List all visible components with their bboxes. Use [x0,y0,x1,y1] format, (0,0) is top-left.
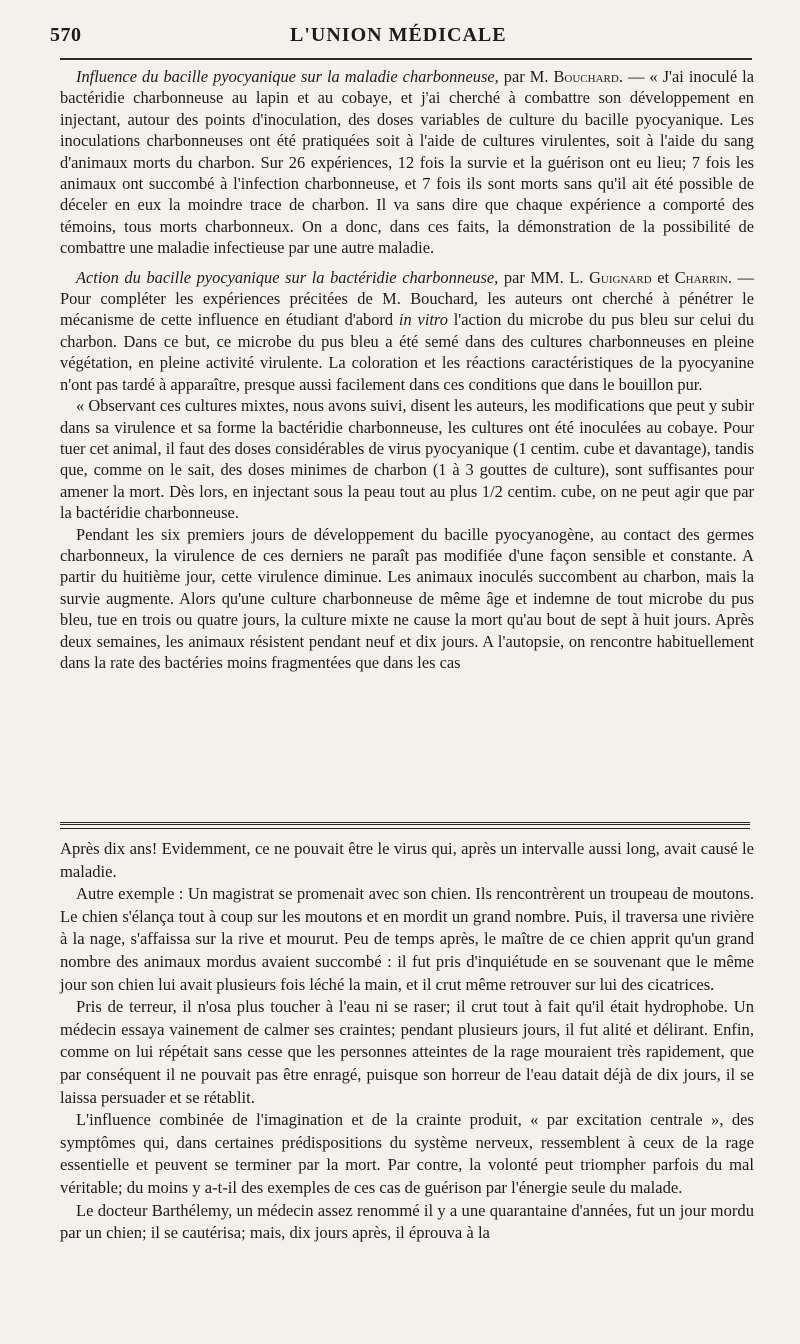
article-bouchard: Influence du bacille pyocyanique sur la maladie charbonneuse, par M. Bouchard. — « J'ai inoculé la bactéridie charbonneuse au lapin et au cobaye, et j'ai cherché à combattre son développement en injectant, autour des points d'inoculation, des doses variables de culture du bacille pyocyanique. Les inoculations charbonneuses ont été pratiquées soit à l'aide de cultures virulentes, soit à l'aide du sang d'animaux morts du charbon. Sur 26 expériences, 12 fois la survie et la guérison ont eu lieu; 7 fois les animaux ont succombé à l'infection charbonneuse, et 7 fois ils sont morts sans qu'il ait été possible de déceler en eux la moindre trace de charbon. Il va sans dire que chaque expérience a comporté des témoins, tous morts charbonneux. On a donc, dans ces faits, la démonstration de la possibilité de combattre une maladie infectieuse par une autre maladie. [60,67,754,258]
paragraph: « Observant ces cultures mixtes, nous avons suivi, disent les auteurs, les modifications que peut y subir dans sa virulence et sa forme la bactéridie charbonneuse, les cultures ont été inoculées au cobaye. Pour tuer cet animal, il faut des doses considérables de virus pyocyanique (1 centim. cube et davantage), tandis que, comme on le sait, des doses minimes de charbon (1 à 3 gouttes de culture), sont suffisantes pour amener la mort. Dès lors, en injectant sous la peau tout au plus 1/2 centim. cube, on ne peut agir que par la bactéridie charbonneuse. [60,396,754,523]
article-title: Influence du bacille pyocyanique sur la maladie charbonneuse, [76,67,499,86]
paragraph: L'influence combinée de l'imagination et de la crainte produit, « par excitation centrale », des symptômes qui, dans certaines prédispositions du système nerveux, ressemblent à ceux de la rage essentielle et peuvent se terminer par la mort. Par contre, la volonté peut triompher parfois du mal véritable; du moins y a-t-il des exemples de ces cas de guérison par l'énergie seule du malade. [60,1110,754,1197]
author-name: Charrin [674,267,728,287]
lower-column [60,838,754,1245]
article-guignard-charrin: Action du bacille pyocyanique sur la bactéridie charbonneuse, par MM. L. Guignard et Charrin. — Pour compléter les expériences précitées de M. Bouchard, les auteurs ont cherché à pénétrer le mécanisme de cette influence en étudiant d'abord in vitro l'action du microbe du pus bleu sur celui du charbon. Dans ce but, ce microbe du pus bleu a été semé dans des cultures charbonneuses en pleine végétation, en pleine activité virulente. La coloration et les réactions caractéristiques de la pyocyanine n'ont pas tardé à apparaître, presque aussi facilement dans ces conditions que dans le bouillon pur. [60,267,754,394]
paragraph: Pris de terreur, il n'osa plus toucher à l'eau ni se raser; il crut tout à fait qu'il était hydrophobe. Un médecin essaya vainement de calmer ses craintes; pendant plusieurs jours, il fut alité et délirant. Enfin, comme on lui répétait sans cesse que les personnes atteintes de la rage mouraient très rapidement, que par conséquent il ne pouvait pas être enragé, puisque son horreur de l'eau datait déjà de dix jours, il se laissa persuader et se rétablit. [60,997,754,1107]
journal-title: L'UNION MÉDICALE [290,24,507,46]
emphasis: in vitro [398,310,448,330]
page-number: 570 [50,24,82,46]
header-rule [60,58,752,60]
upper-column [60,66,754,673]
author-name: Bouchard [553,67,619,86]
section-divider-thin [60,828,750,829]
article-body: l'action du microbe du pus bleu sur celui du charbon. Dans ce but, ce microbe du pus bleu a été semé dans des cultures charbonneuses en pleine végétation, en pleine activité virulente. La coloration et les réactions caractéristiques de la pyocyanine n'ont pas tardé à apparaître, presque aussi facilement dans ces conditions que dans le bouillon pur. [60,310,754,394]
paragraph: Après dix ans! Evidemment, ce ne pouvait être le virus qui, après un intervalle aussi long, avait causé le maladie. [60,839,754,881]
paragraph: Autre exemple : Un magistrat se promenait avec son chien. Ils rencontrèrent un troupeau de moutons. Le chien s'élança tout à coup sur les moutons et en mordit un grand nombre. Puis, il traversa une rivière à la nage, s'affaissa sur la rive et mourut. Peu de temps après, le maître de ce chien apprit qu'un grand nombre des animaux mordus avaient succombé : il fut pris d'inquiétude en se souvenant que le même jour son chien lui avait plusieurs fois léché la main, et il crut même retrouver sur lui des cicatrices. [60,884,754,994]
paragraph: Le docteur Barthélemy, un médecin assez renommé il y a une quarantaine d'années, fut un jour mordu par un chien; il se cautérisa; mais, dix jours après, il éprouva à la [60,1200,754,1243]
article-body: . — « J'ai inoculé la bactéridie charbonneuse au lapin et au cobaye, et j'ai cherché à combattre son développement en injectant, autour des points d'inoculation, des doses variables de culture du bacille pyocyanique. Les inoculations charbonneuses ont été pratiquées soit à l'aide de cultures virulentes, soit à l'aide du sang d'animaux morts du charbon. Sur 26 expériences, 12 fois la survie et la guérison ont eu lieu; 7 fois les animaux ont succombé à l'infection charbonneuse, et 7 fois ils sont morts sans qu'il ait été possible de déceler en eux la moindre trace de charbon. Il va sans dire que chaque expérience a comporté des témoins, tous morts charbonneux. On a donc, dans ces faits, la démonstration de la possibilité de combattre une maladie infectieuse par une autre maladie. [60,67,754,258]
article-body: . — Pour compléter les expériences précitées de M. Bouchard, les auteurs ont cherché à pénétrer le mécanisme de cette influence en étudiant d'abord [60,267,754,330]
author-name: Guignard [589,267,652,287]
section-divider [60,822,750,825]
article-title: Action du bacille pyocyanique sur la bactéridie charbonneuse, [76,267,499,287]
page-header [50,24,770,58]
paragraph: Pendant les six premiers jours de développement du bacille pyocyanogène, au contact des germes charbonneux, la virulence de ces derniers ne paraît pas modifiée d'une façon sensible et constante. A partir du huitième jour, cette virulence diminue. Les animaux inoculés succombent au charbon, mais la survie augmente. Alors qu'une culture charbonneuse de même âge et indemne de tout microbe du pus bleu, tue en trois ou quatre jours, la culture mixte ne cause la mort qu'au bout de sept à huit jours. Après deux semaines, les animaux résistent pendant neuf et dix jours. A l'autopsie, on rencontre habituellement dans la rate des bactéries moins fragmentées que dans les cas [60,524,754,672]
